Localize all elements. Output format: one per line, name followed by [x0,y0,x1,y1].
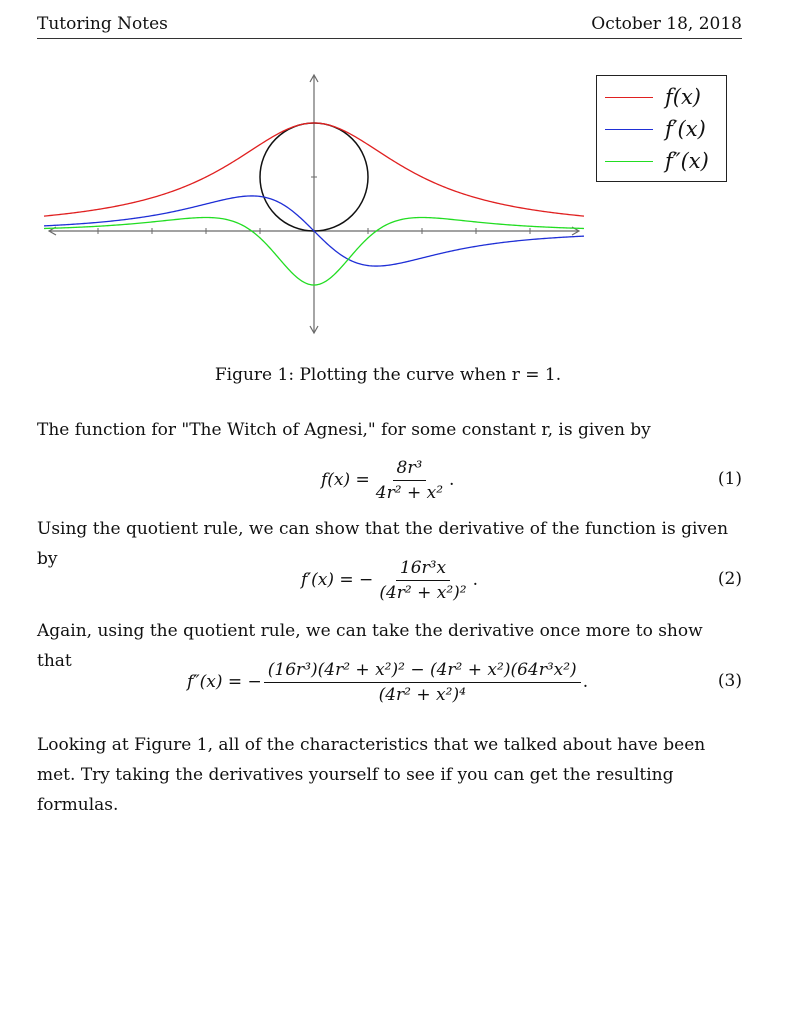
equation-3-number: (3) [717,671,742,691]
legend-swatch-f [605,97,653,98]
equation-1-denominator: 4r² + x² [375,482,444,503]
paragraph-intro: The function for "The Witch of Agnesi," for some constant r, is given by [37,420,651,440]
equation-2-number: (2) [717,569,742,589]
legend-entry-f-double-prime [605,147,709,175]
equation-2-denominator: (4r² + x²)² [379,582,467,603]
legend-entry-f-prime [605,115,706,143]
equation-1-numerator: 8r³ [393,458,427,481]
equation-1 [37,452,742,508]
legend-swatch-f-double-prime [605,161,653,162]
running-header-left: Tutoring Notes [37,14,168,34]
equation-1-number: (1) [717,469,742,489]
equation-3-denominator: (4r² + x²)⁴ [378,684,466,705]
equation-3-numerator: (16r³)(4r² + x²)² − (4r² + x²)(64r³x²) [264,660,581,683]
equation-1-period: . [449,470,455,490]
equation-1-lhs: f(x) = [321,470,370,490]
equation-3-fraction [264,660,581,705]
equation-3 [37,654,742,710]
equation-2-fraction [375,558,470,603]
legend-label-f-double-prime: f″(x) [665,149,709,173]
legend-label-f: f(x) [665,85,702,109]
legend-label-f-prime: f′(x) [665,117,706,141]
figure-legend [596,75,727,182]
running-header-date: October 18, 2018 [591,14,742,34]
equation-1-fraction [372,458,447,503]
equation-2-lhs: f′(x) = − [301,570,374,590]
equation-2-body [301,552,478,608]
paragraph-conclusion: Looking at Figure 1, all of the characteristics that we talked about have been met. Try taking the derivatives yourself to see if you can get the resulting formulas. [37,735,706,815]
equation-1-body [321,452,454,508]
legend-entry-f [605,83,701,111]
equation-2-numerator: 16r³x [396,558,450,581]
figure-caption: Figure 1: Plotting the curve when r = 1. [214,365,562,385]
paragraph-quotient-rule: Using the quotient rule, we can show that the derivative of the function is given by [37,519,729,569]
paragraph-second-derivative: Again, using the quotient rule, we can take the derivative once more to show that [37,621,703,671]
equation-2 [37,552,742,608]
equation-2-period: . [472,570,479,590]
equation-3-period: . [582,672,589,692]
legend-swatch-f-prime [605,129,653,130]
equation-3-lhs: f″(x) = − [187,672,262,692]
equation-3-body [187,654,588,710]
